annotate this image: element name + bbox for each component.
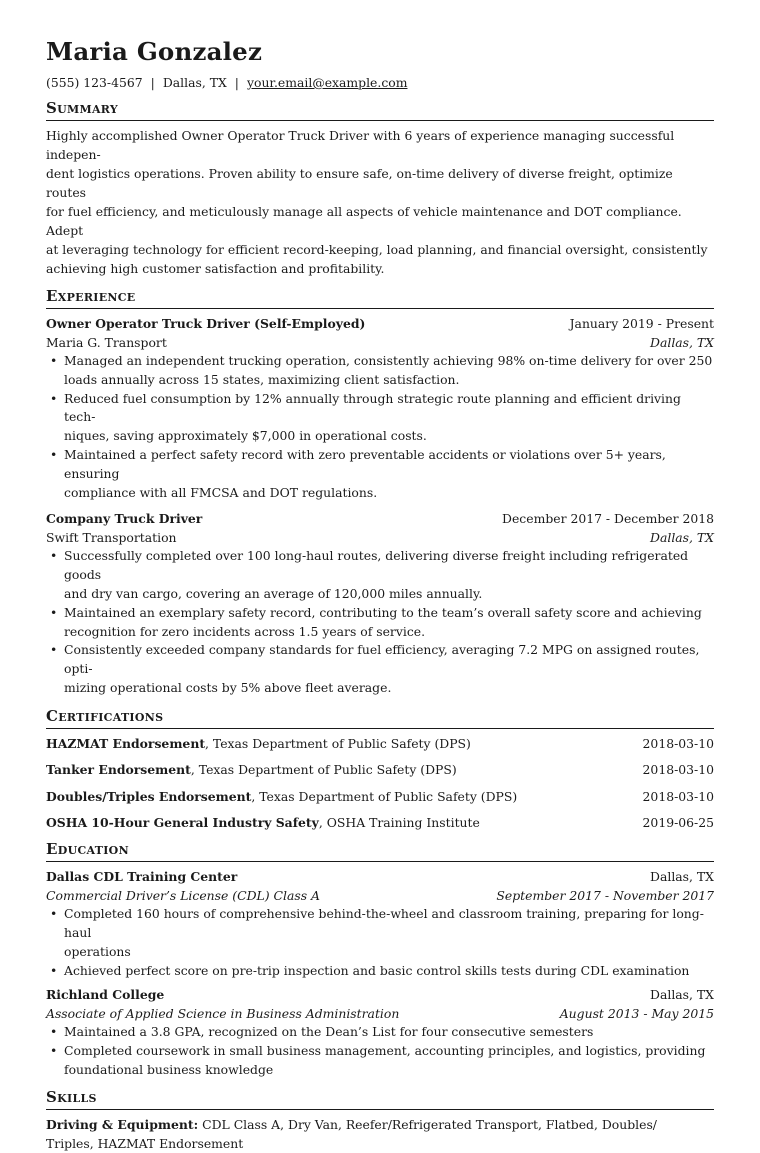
list-item: • Completed 160 hours of comprehensive behind-the-wheel and classroom training, preparing for long-haul operations — [46, 905, 714, 961]
list-item: • Maintained a perfect safety record with zero preventable accidents or violations over 5+ years, ensuring compliance with all FMCSA and DOT regulations. — [46, 446, 714, 502]
job-title: Owner Operator Truck Driver (Self-Employed) — [46, 316, 366, 331]
candidate-name: Maria Gonzalez — [46, 37, 263, 66]
list-item: • Managed an independent trucking operation, consistently achieving 98% on-time delivery for over 250 loads annually across 15 states, maximizing client satisfaction. — [46, 352, 714, 390]
school-location: Dallas, TX — [650, 869, 714, 885]
certification-row — [46, 760, 714, 779]
skills-heading: Skills — [46, 1088, 714, 1110]
certification-issuer: , OSHA Training Institute — [318, 815, 480, 831]
school-dates: August 2013 - May 2015 — [559, 1006, 714, 1022]
skills-line: CDL Class A, Dry Van, Reefer/Refrigerated Transport, Flatbed, Doubles/ — [198, 1116, 657, 1132]
summary-line: dent logistics operations. Proven ability to ensure safe, on-time delivery of diverse freight, optimize routes — [46, 166, 673, 200]
skills-text — [46, 1115, 714, 1153]
certification-name: Tanker Endorsement — [46, 762, 191, 778]
summary-line: achieving high customer satisfaction and profitability. — [46, 261, 385, 276]
certification-issuer: , Texas Department of Public Safety (DPS) — [251, 788, 518, 804]
school-name: Richland College — [46, 987, 165, 1003]
summary-text — [46, 126, 714, 278]
list-item: • Completed coursework in small business management, accounting principles, and logistics, providing foundational business knowledge — [46, 1042, 714, 1080]
job-entry — [46, 314, 714, 502]
school-location: Dallas, TX — [650, 987, 714, 1003]
list-item: • Consistently exceeded company standards for fuel efficiency, averaging 7.2 MPG on assigned routes, opti- mizing operational costs by 5% above fleet average. — [46, 641, 714, 697]
job-entry — [46, 509, 714, 697]
job-dates: January 2019 - Present — [569, 316, 714, 331]
experience-heading: Experience — [46, 287, 714, 309]
skills-line: Triples, HAZMAT Endorsement — [46, 1135, 244, 1151]
skills-label: Driving & Equipment: — [46, 1116, 199, 1132]
school-bullets — [46, 905, 714, 980]
job-title: Company Truck Driver — [46, 511, 203, 527]
certification-date: 2019-06-25 — [642, 815, 714, 831]
school-bullets — [46, 1023, 714, 1079]
certifications-section — [46, 707, 714, 833]
contact-separator: | — [150, 75, 155, 90]
school-entry — [46, 985, 714, 1079]
education-heading: Education — [46, 840, 714, 862]
job-company: Maria G. Transport — [46, 335, 167, 350]
degree-name: Associate of Applied Science in Business Administration — [46, 1006, 400, 1022]
phone-number: (555) 123-4567 — [46, 75, 143, 90]
certification-row — [46, 813, 714, 832]
contact-separator: | — [234, 75, 239, 90]
summary-section — [46, 99, 714, 278]
summary-line: for fuel efficiency, and meticulously manage all aspects of vehicle maintenance and DOT compliance. Adept — [46, 204, 682, 238]
certification-date: 2018-03-10 — [642, 762, 714, 778]
job-bullets — [46, 352, 714, 502]
contact-location: Dallas, TX — [162, 75, 227, 90]
certification-issuer: , Texas Department of Public Safety (DPS) — [190, 762, 457, 778]
summary-line: at leveraging technology for efficient record-keeping, load planning, and financial oversight, consistently — [46, 242, 708, 257]
list-item: • Successfully completed over 100 long-haul routes, delivering diverse freight including refrigerated goods and dry van cargo, covering an average of 120,000 miles annually. — [46, 547, 714, 603]
certifications-heading: Certifications — [46, 707, 714, 729]
summary-line: Highly accomplished Owner Operator Truck Driver with 6 years of experience managing successful indepen- — [46, 128, 675, 162]
education-section — [46, 840, 714, 1080]
job-location: Dallas, TX — [650, 335, 714, 350]
summary-heading: Summary — [46, 99, 714, 121]
school-name: Dallas CDL Training Center — [46, 869, 238, 885]
list-item: • Maintained a 3.8 GPA, recognized on the Dean’s List for four consecutive semesters — [46, 1023, 714, 1042]
skills-section — [46, 1088, 714, 1153]
contact-line — [46, 74, 714, 92]
job-dates: December 2017 - December 2018 — [502, 511, 714, 527]
certification-date: 2018-03-10 — [642, 735, 714, 751]
list-item: • Maintained an exemplary safety record, contributing to the team’s overall safety score and achieving recognition for zero incidents across 1.5 years of service. — [46, 604, 714, 642]
school-dates: September 2017 - November 2017 — [496, 888, 714, 904]
job-company: Swift Transportation — [46, 530, 177, 546]
resume-page — [46, 36, 714, 1153]
degree-name: Commercial Driver’s License (CDL) Class A — [46, 888, 320, 904]
list-item: • Reduced fuel consumption by 12% annually through strategic route planning and efficient driving tech- niques, saving approximately $7,000 in operational costs. — [46, 390, 714, 446]
job-bullets — [46, 547, 714, 697]
certification-row — [46, 787, 714, 806]
certification-date: 2018-03-10 — [642, 788, 714, 804]
school-entry — [46, 867, 714, 980]
certification-name: HAZMAT Endorsement — [46, 735, 206, 751]
certification-name: Doubles/Triples Endorsement — [46, 788, 252, 804]
certification-issuer: , Texas Department of Public Safety (DPS) — [205, 735, 471, 751]
list-item: • Achieved perfect score on pre-trip inspection and basic control skills tests during CDL examination — [46, 962, 714, 981]
certification-name: OSHA 10-Hour General Industry Safety — [46, 815, 319, 831]
job-location: Dallas, TX — [650, 530, 714, 546]
experience-section — [46, 287, 714, 698]
email-link[interactable]: your.email@example.com — [246, 75, 408, 90]
certification-row — [46, 734, 714, 753]
